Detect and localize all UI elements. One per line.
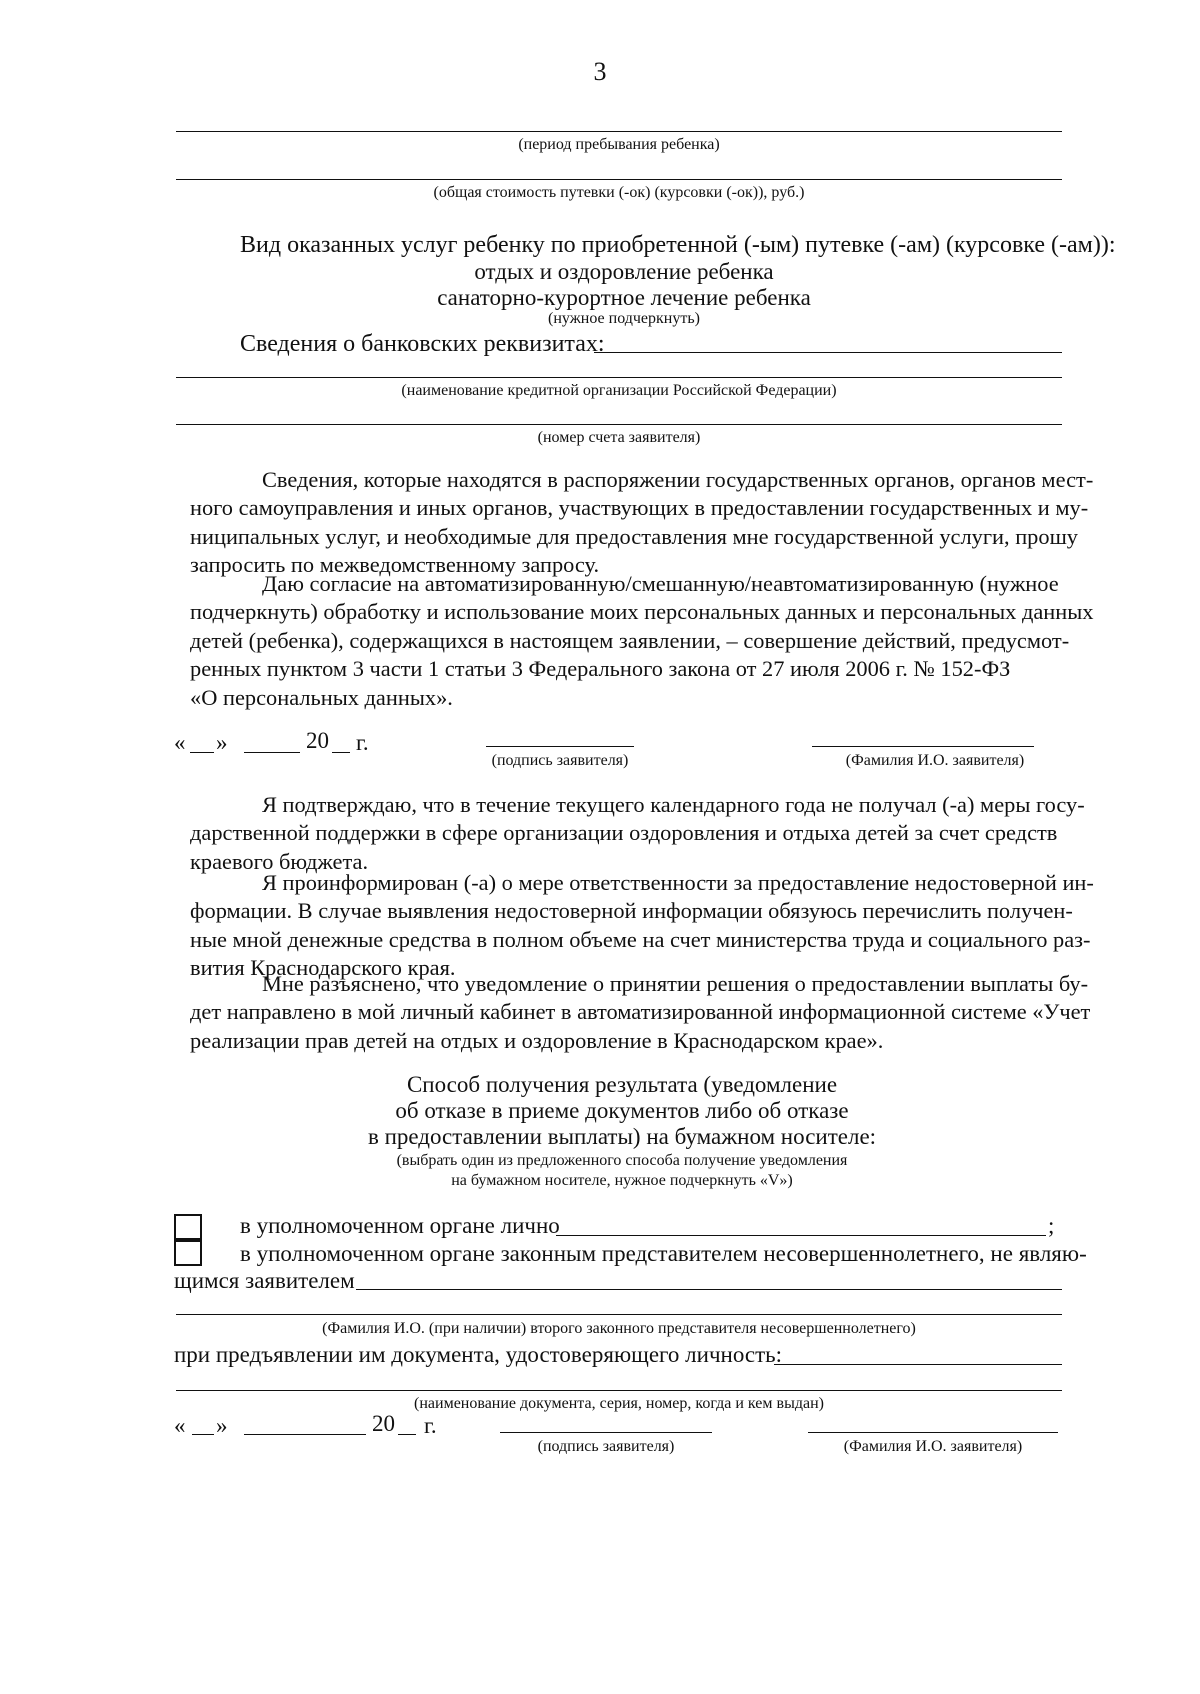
option-representative-checkbox[interactable] [174, 1240, 202, 1266]
date2-year-field [398, 1434, 416, 1435]
service-option-rest: отдых и оздоровление ребенка [474, 259, 774, 284]
second-rep-caption: (Фамилия И.О. (при наличии) второго законного представителя несовершеннолетнего) [322, 1320, 916, 1337]
method-title-line-3: в предоставлении выплаты) на бумажном носителе: [367, 1124, 877, 1149]
account-line [176, 424, 1062, 425]
document-label: при предъявлении им документа, удостоверяющего личность: [174, 1342, 783, 1367]
option-personal-label: в уполномоченном органе лично [240, 1213, 560, 1238]
confirm-paragraph: Я подтверждаю, что в течение текущего календарного года не получал (-а) меры госу- дарственной поддержки в сфере организации оздоровления и отдыха детей за счет средств краевого бюджета. [190, 792, 1085, 874]
document-line [176, 1390, 1062, 1391]
date2-close-quote: » [216, 1413, 228, 1438]
bank-name-caption: (наименование кредитной организации Российской Федерации) [401, 382, 837, 399]
bank-name-line [176, 377, 1062, 378]
bank-label: Сведения о банковских реквизитах: [240, 331, 605, 357]
date-close-quote: » [216, 730, 228, 755]
name-field [812, 746, 1034, 747]
method-title-line-1: Способ получения результата (уведомление [406, 1072, 838, 1097]
option-representative-field [356, 1289, 1062, 1290]
page-number: 3 [593, 57, 607, 86]
option-personal-end: ; [1048, 1213, 1055, 1238]
date2-year-prefix: 20 [372, 1411, 395, 1436]
date-open-quote: « [174, 730, 186, 755]
services-note: (нужное подчеркнуть) [548, 310, 700, 327]
period-caption: (период пребывания ребенка) [518, 136, 720, 153]
option-representative-label-2: щимся заявителем [174, 1268, 355, 1293]
date2-month-field [244, 1434, 366, 1435]
cost-line [176, 179, 1062, 180]
services-heading: Вид оказанных услуг ребенку по приобретенной (-ым) путевке (-ам) (курсовке (-ам)): [240, 232, 1116, 258]
date-month-field [244, 752, 300, 753]
date-year-field [332, 752, 350, 753]
date-year-prefix: 20 [306, 728, 329, 753]
notice-paragraph: Мне разъяснено, что уведомление о принятии решения о предоставлении выплаты бу- дет направлено в мой личный кабинет в автоматизированной информационной системе «Учет реализации прав детей на отдых и оздоровление в Краснодарском крае». [190, 971, 1091, 1053]
document-caption: (наименование документа, серия, номер, когда и кем выдан) [414, 1395, 824, 1412]
signature-field [486, 746, 634, 747]
signature-caption: (подпись заявителя) [491, 752, 629, 769]
method-note-line-1: (выбрать один из предложенного способа получение уведомления [396, 1152, 848, 1169]
date-day-field [190, 752, 214, 753]
responsibility-paragraph: Я проинформирован (-а) о мере ответственности за предоставление недостоверной ин- формации. В случае выявления недостоверной информации обязуюсь перечислить получен- ные мной денежные средства в полном объеме на счет министерства труда и социального раз- вития Краснодарского края. [190, 870, 1094, 981]
period-line [176, 131, 1062, 132]
option-personal-checkbox[interactable] [174, 1214, 202, 1240]
date2-year-suffix: г. [424, 1413, 437, 1438]
bank-details-field [594, 352, 1062, 353]
option-personal-field [556, 1235, 1046, 1236]
account-caption: (номер счета заявителя) [537, 429, 701, 446]
date2-open-quote: « [174, 1413, 186, 1438]
option-representative-label-1: в уполномоченном органе законным представителем несовершеннолетнего, не являю- [240, 1241, 1087, 1266]
name2-caption: (Фамилия И.О. заявителя) [843, 1438, 1023, 1455]
name2-field [808, 1432, 1058, 1433]
method-title-line-2: об отказе в приеме документов либо об отказе [395, 1098, 849, 1123]
date2-day-field [192, 1434, 214, 1435]
signature2-field [500, 1432, 712, 1433]
second-rep-line [176, 1314, 1062, 1315]
date-year-suffix: г. [356, 730, 369, 755]
consent-paragraph: Даю согласие на автоматизированную/смешанную/неавтоматизированную (нужное подчеркнуть) обработку и использование моих персональных данных и персональных данных детей (ребенка), содержащихся в настоящем заявлении, – совершение действий, предусмот- ренных пунктом 3 части 1 статьи 3 Федерального закона от 27 июля 2006 г. № 152-ФЗ «О персональных данных». [190, 571, 1094, 710]
cost-caption: (общая стоимость путевки (-ок) (курсовки (-ок)), руб.) [433, 184, 805, 201]
method-note-line-2: на бумажном носителе, нужное подчеркнуть «V») [451, 1172, 793, 1189]
name-caption: (Фамилия И.О. заявителя) [845, 752, 1025, 769]
signature2-caption: (подпись заявителя) [537, 1438, 675, 1455]
service-option-sanatorium: санаторно-курортное лечение ребенка [437, 285, 811, 310]
document-field [774, 1364, 1062, 1365]
interagency-paragraph: Сведения, которые находятся в распоряжении государственных органов, органов мест- ного самоуправления и иных органов, участвующих в предоставлении государственных и му- ниципальных услуг, и необходимые для предоставления мне государственной услуги, прошу запросить по межведомственному запросу. [190, 467, 1094, 578]
